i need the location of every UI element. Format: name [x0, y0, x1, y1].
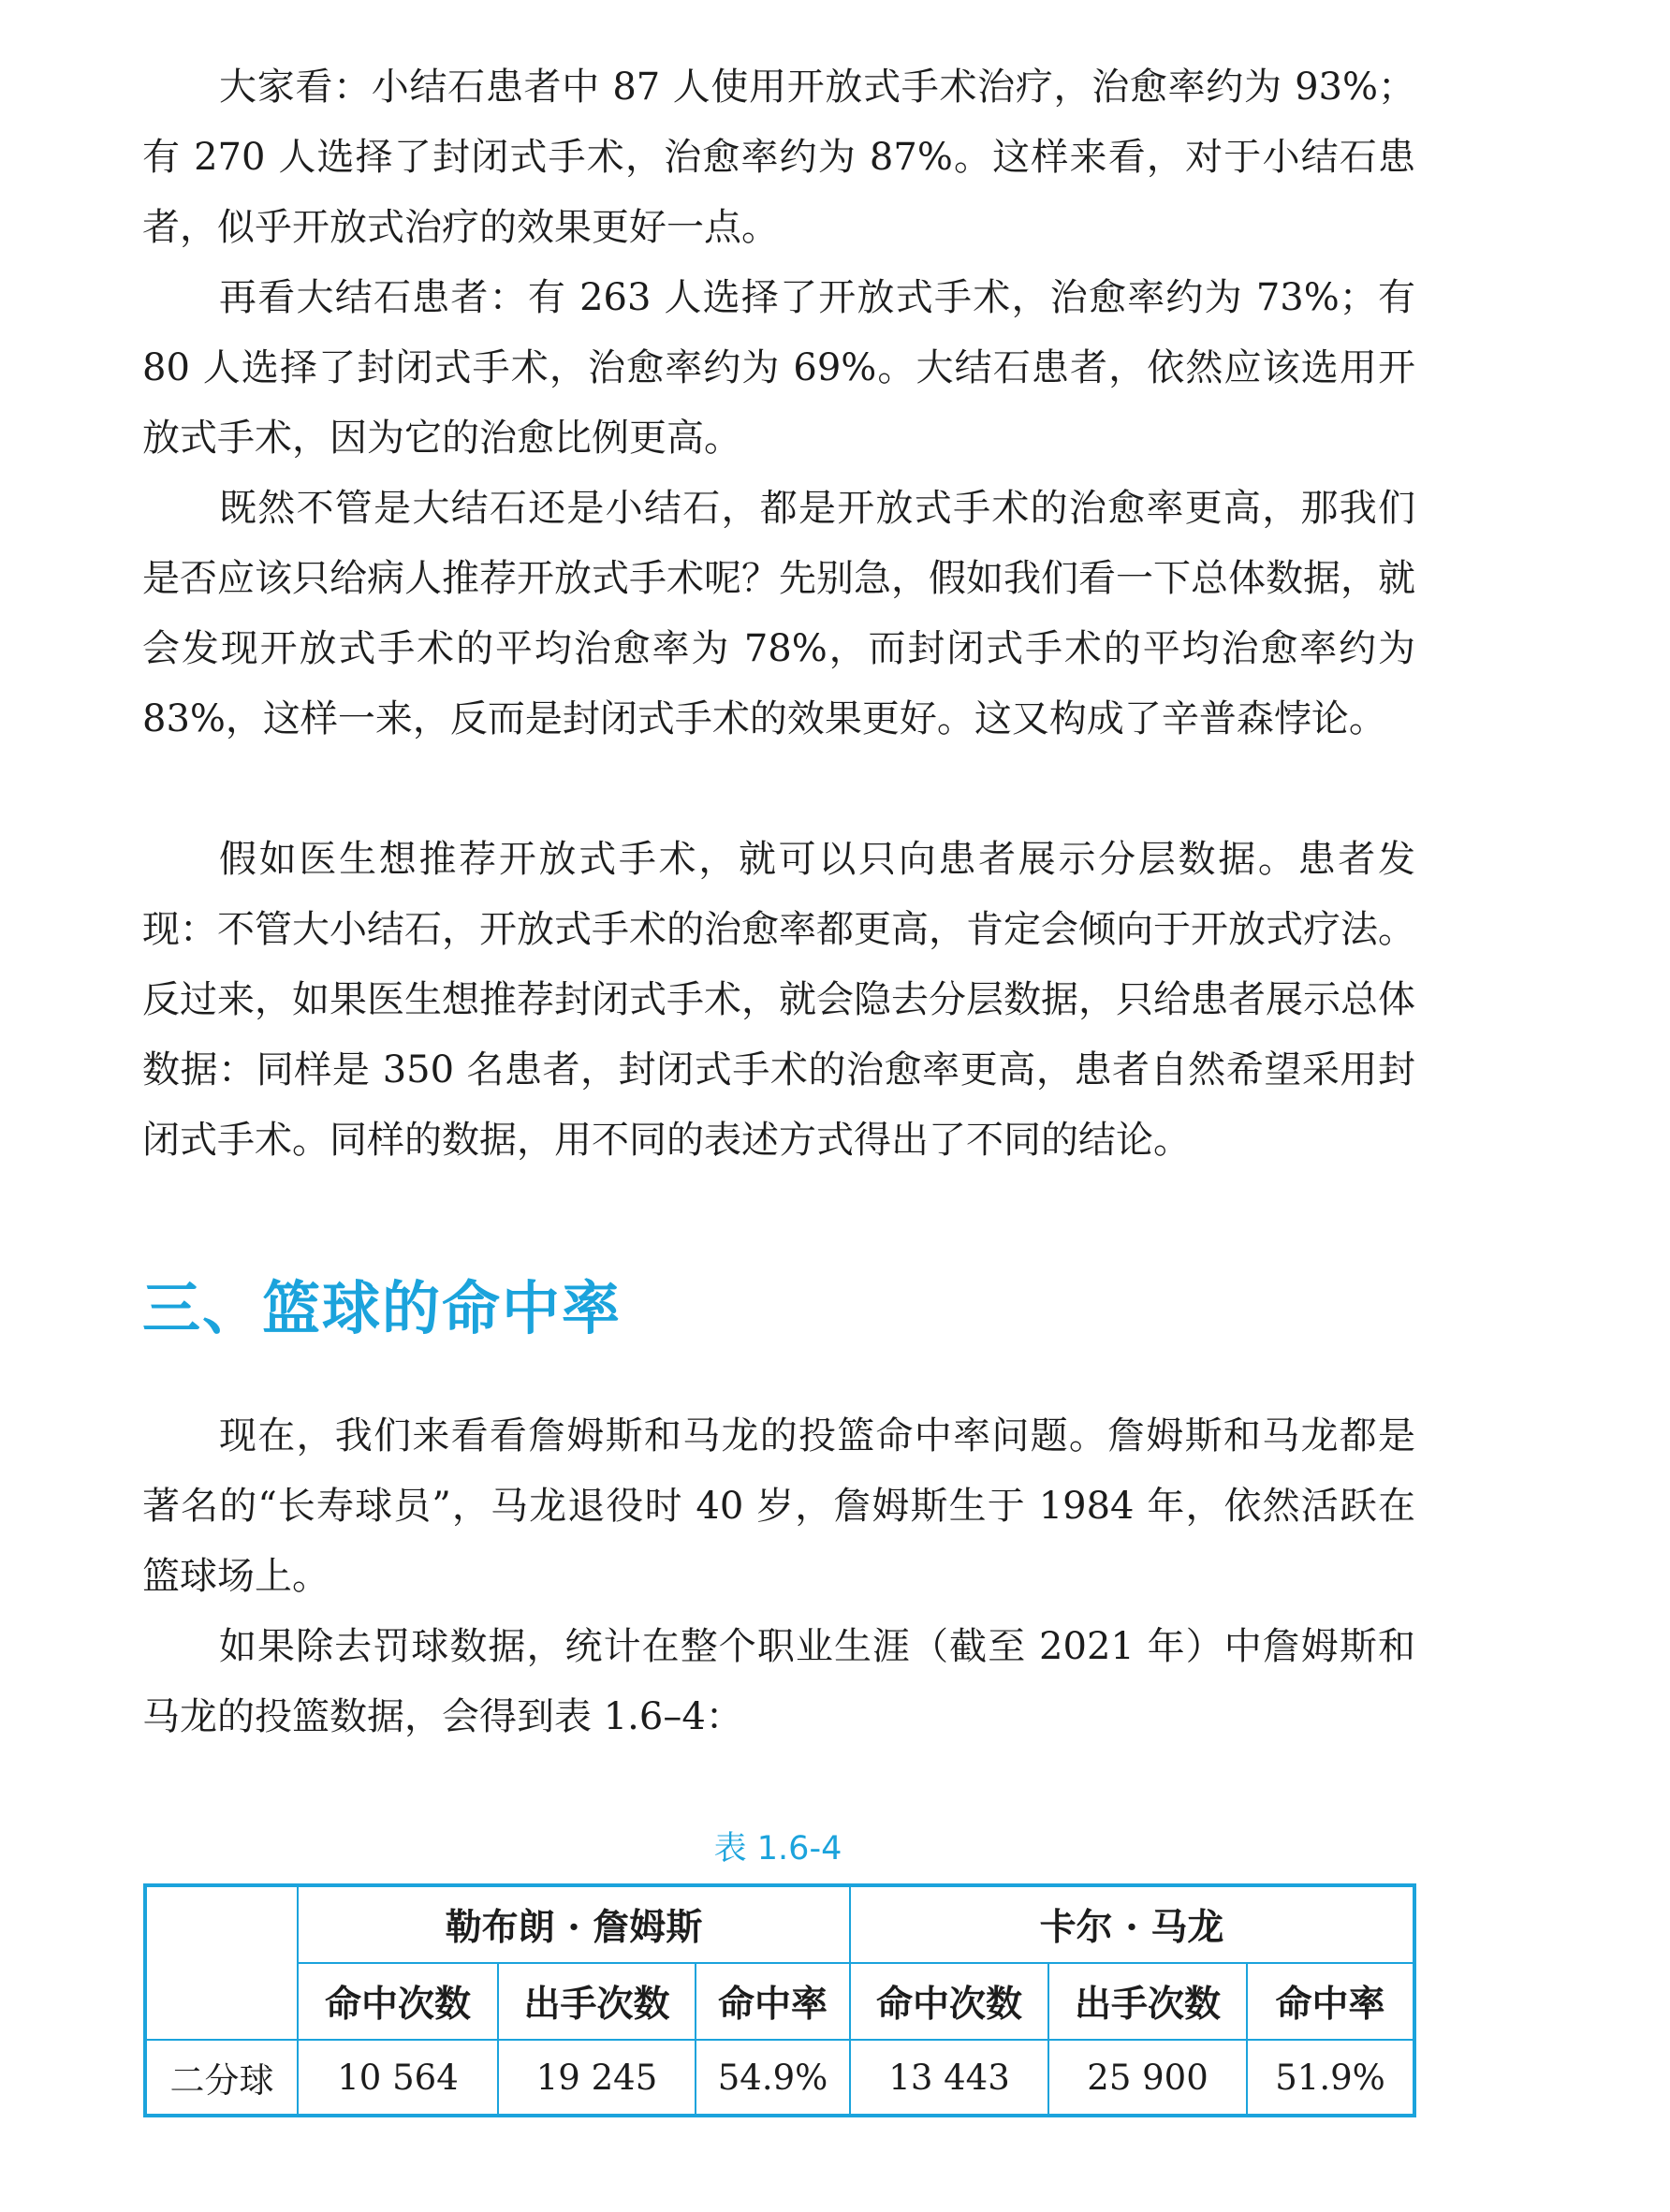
- paragraph-basketball-data: 如果除去罚球数据，统计在整个职业生涯（截至 2021 年）中詹姆斯和马龙的投篮数据，会得到表 1.6–4：: [142, 1625, 1415, 1738]
- player-malone-header: 卡尔 · 马龙: [850, 1885, 1414, 1963]
- paragraph-large-stones: 再看大结石患者：有 263 人选择了开放式手术，治愈率约为 73%；有 80 人选择了封闭式手术，治愈率约为 69%。大结石患者，依然应该选用开放式手术，因为它的治愈比例更高。: [142, 276, 1415, 460]
- table-cell: 25 900: [1048, 2040, 1247, 2116]
- table-cell: 54.9%: [696, 2040, 850, 2116]
- column-header: 命中率: [696, 1963, 850, 2041]
- table-caption: 表 1.6-4: [713, 1830, 842, 1868]
- column-header: 出手次数: [1048, 1963, 1247, 2041]
- column-header: 命中率: [1247, 1963, 1414, 2041]
- table-cell: 51.9%: [1247, 2040, 1414, 2116]
- paragraph-simpson-paradox: 既然不管是大结石还是小结石，都是开放式手术的治愈率更高，那我们是否应该只给病人推荐开放式手术呢？先别急，假如我们看一下总体数据，就会发现开放式手术的平均治愈率为 78%，而封闭式手术的平均治愈率约为 83%，这样一来，反而是封闭式手术的效果更好。这又构成了辛普森悖论。: [142, 487, 1415, 740]
- table-row: [145, 2040, 1414, 2116]
- table-cell: 10 564: [298, 2040, 498, 2116]
- table-header-players: [145, 1885, 1414, 1963]
- table-header-columns: [145, 1963, 1414, 2041]
- column-header: 出手次数: [498, 1963, 696, 2041]
- player-james-header: 勒布朗 · 詹姆斯: [298, 1885, 850, 1963]
- table-cell: 19 245: [498, 2040, 696, 2116]
- row-label-two-pointers: 二分球: [145, 2040, 298, 2116]
- column-header: 命中次数: [850, 1963, 1048, 2041]
- table-cell: 13 443: [850, 2040, 1048, 2116]
- paragraph-doctor-recommendation: 假如医生想推荐开放式手术，就可以只向患者展示分层数据。患者发现：不管大小结石，开放式手术的治愈率都更高，肯定会倾向于开放式疗法。反过来，如果医生想推荐封闭式手术，就会隐去分层数据，只给患者展示总体数据：同样是 350 名患者，封闭式手术的治愈率更高，患者自然希望采用封闭式手术。同样的数据，用不同的表述方式得出了不同的结论。: [142, 838, 1415, 1162]
- shooting-stats-table: [143, 1883, 1416, 2117]
- paragraph-small-stones: 大家看：小结石患者中 87 人使用开放式手术治疗，治愈率约为 93%；有 270 人选择了封闭式手术，治愈率约为 87%。这样来看，对于小结石患者，似乎开放式治疗的效果更好一点。: [142, 66, 1415, 249]
- table-corner-cell: [145, 1885, 298, 2040]
- paragraph-basketball-intro: 现在，我们来看看詹姆斯和马龙的投篮命中率问题。詹姆斯和马龙都是著名的“长寿球员”，马龙退役时 40 岁，詹姆斯生于 1984 年，依然活跃在篮球场上。: [142, 1414, 1415, 1598]
- column-header: 命中次数: [298, 1963, 498, 2041]
- section-heading: 三、篮球的命中率: [142, 1274, 623, 1342]
